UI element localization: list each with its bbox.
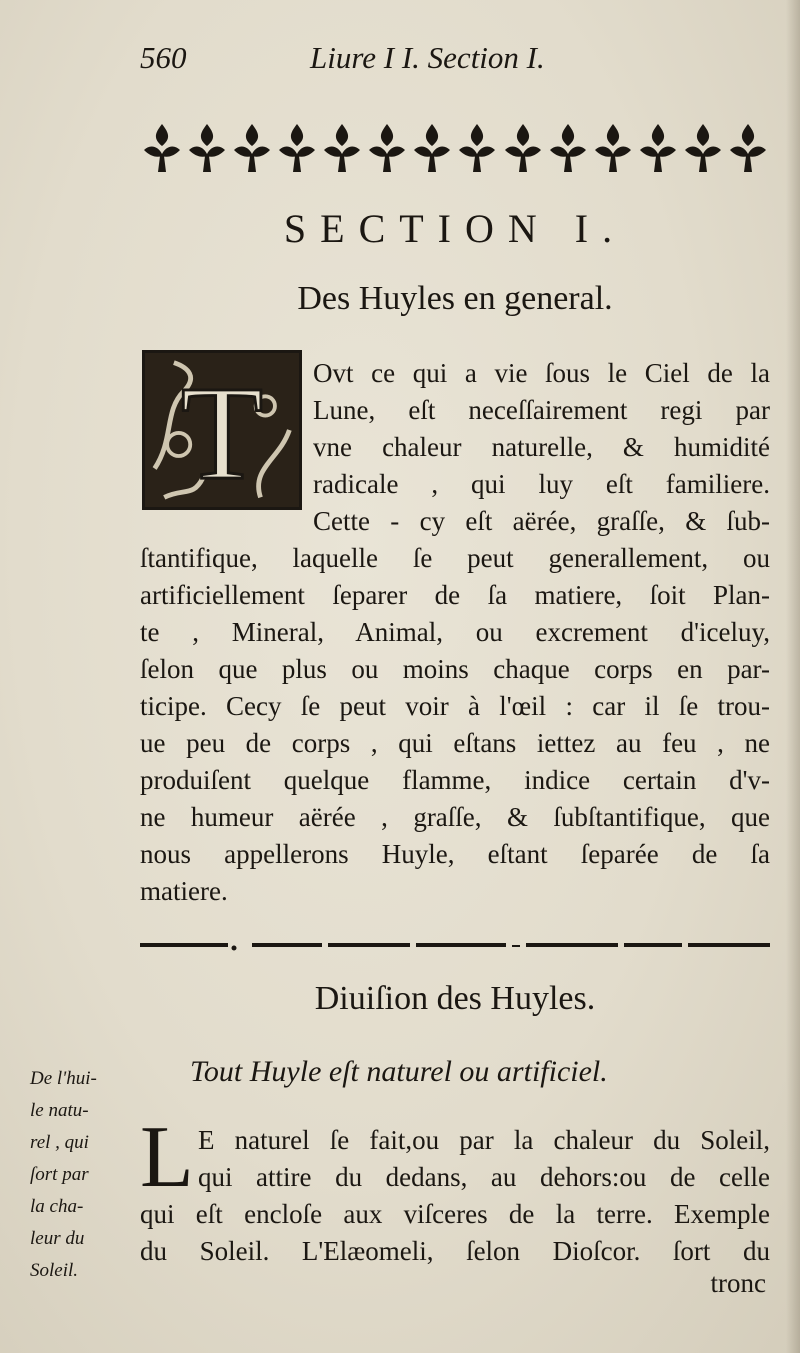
section-heading: SECTION I. — [283, 206, 627, 251]
paragraph-line: artificiellement ſeparer de ſa matiere, ſoit Plan- — [140, 580, 770, 610]
section-divider-rule — [140, 938, 770, 952]
fleuron-icon — [365, 120, 409, 176]
dropcap-letter: T — [180, 359, 264, 507]
fleuron-icon — [230, 120, 274, 176]
fleuron-icon — [681, 120, 725, 176]
paragraph-line: radicale , qui luy eſt familiere. — [313, 469, 770, 499]
paragraph-line: Lune, eſt neceſſairement regi par — [313, 395, 770, 425]
decorated-initial-icon — [142, 350, 302, 510]
fleuron-icon — [320, 120, 364, 176]
fleuron-icon — [140, 120, 184, 176]
paragraph-line: E naturel ſe fait,ou par la chaleur du Soleil, — [198, 1125, 770, 1155]
paragraph-line: ne humeur aërée , graſſe, & ſubſtantifique, que — [140, 802, 770, 832]
paragraph-line: du Soleil. L'Elæomeli, ſelon Dioſcor. ſort du — [140, 1236, 770, 1266]
paragraph-line: ſelon que plus ou moins chaque corps en par- — [140, 654, 770, 684]
paragraph-line: vne chaleur naturelle, & humidité — [313, 432, 770, 462]
paragraph-line: ticipe. Cecy ſe peut voir à l'œil : car il ſe trou- — [140, 691, 770, 721]
margin-note-line: ſort par — [30, 1164, 89, 1185]
fleuron-icon — [275, 120, 319, 176]
division-heading: Diuiſion des Huyles. — [314, 980, 596, 1017]
fleuron-icon — [636, 120, 680, 176]
paragraph-line: produiſent quelque flamme, indice certain d'v- — [140, 765, 770, 795]
margin-note-line: le natu- — [30, 1100, 89, 1121]
paragraph-line: Cette - cy eſt aërée, graſſe, & ſub- — [313, 506, 770, 536]
margin-note-line: De l'hui- — [30, 1068, 97, 1089]
running-head — [140, 40, 640, 80]
fleuron-icon — [455, 120, 499, 176]
paragraph-line: qui attire du dedans, au dehors:ou de celle — [198, 1162, 770, 1192]
margin-note-line: Soleil. — [30, 1260, 79, 1281]
paragraph-line: qui eſt encloſe aux viſceres de la terre. Exemple — [140, 1199, 770, 1229]
section-subtitle: Des Huyles en general. — [297, 280, 613, 317]
paragraph-line: matiere. — [140, 876, 228, 906]
fleuron-icon — [726, 120, 770, 176]
fleuron-ornament-band — [140, 118, 770, 178]
running-head-title: Liure I I. Section I. — [310, 40, 545, 75]
page-number: 560 — [140, 40, 187, 75]
paragraph-line: ſtantifique, laquelle ſe peut generallement, ou — [140, 543, 770, 573]
italic-subheading: Tout Huyle eſt naturel ou artificiel. — [190, 1055, 608, 1088]
margin-note-line: leur du — [30, 1228, 85, 1249]
catchword: tronc — [710, 1268, 766, 1298]
margin-note-line: rel , qui — [30, 1132, 89, 1153]
margin-note — [30, 1063, 140, 1287]
fleuron-icon — [410, 120, 454, 176]
page-edge-shadow — [786, 0, 800, 1353]
fleuron-icon — [591, 120, 635, 176]
fleuron-icon — [501, 120, 545, 176]
fleuron-icon — [546, 120, 590, 176]
paragraph-line: nous appellerons Huyle, eſtant ſeparée de ſa — [140, 839, 770, 869]
paragraph-line: ue peu de corps , qui eſtans iettez au feu , ne — [140, 728, 770, 758]
paragraph-line: te , Mineral, Animal, ou excrement d'iceluy, — [140, 617, 770, 647]
initial-letter: L — [140, 1109, 194, 1206]
paragraph-line: Ovt ce qui a vie ſous le Ciel de la — [313, 358, 770, 388]
margin-note-line: la cha- — [30, 1196, 84, 1217]
fleuron-icon — [185, 120, 229, 176]
